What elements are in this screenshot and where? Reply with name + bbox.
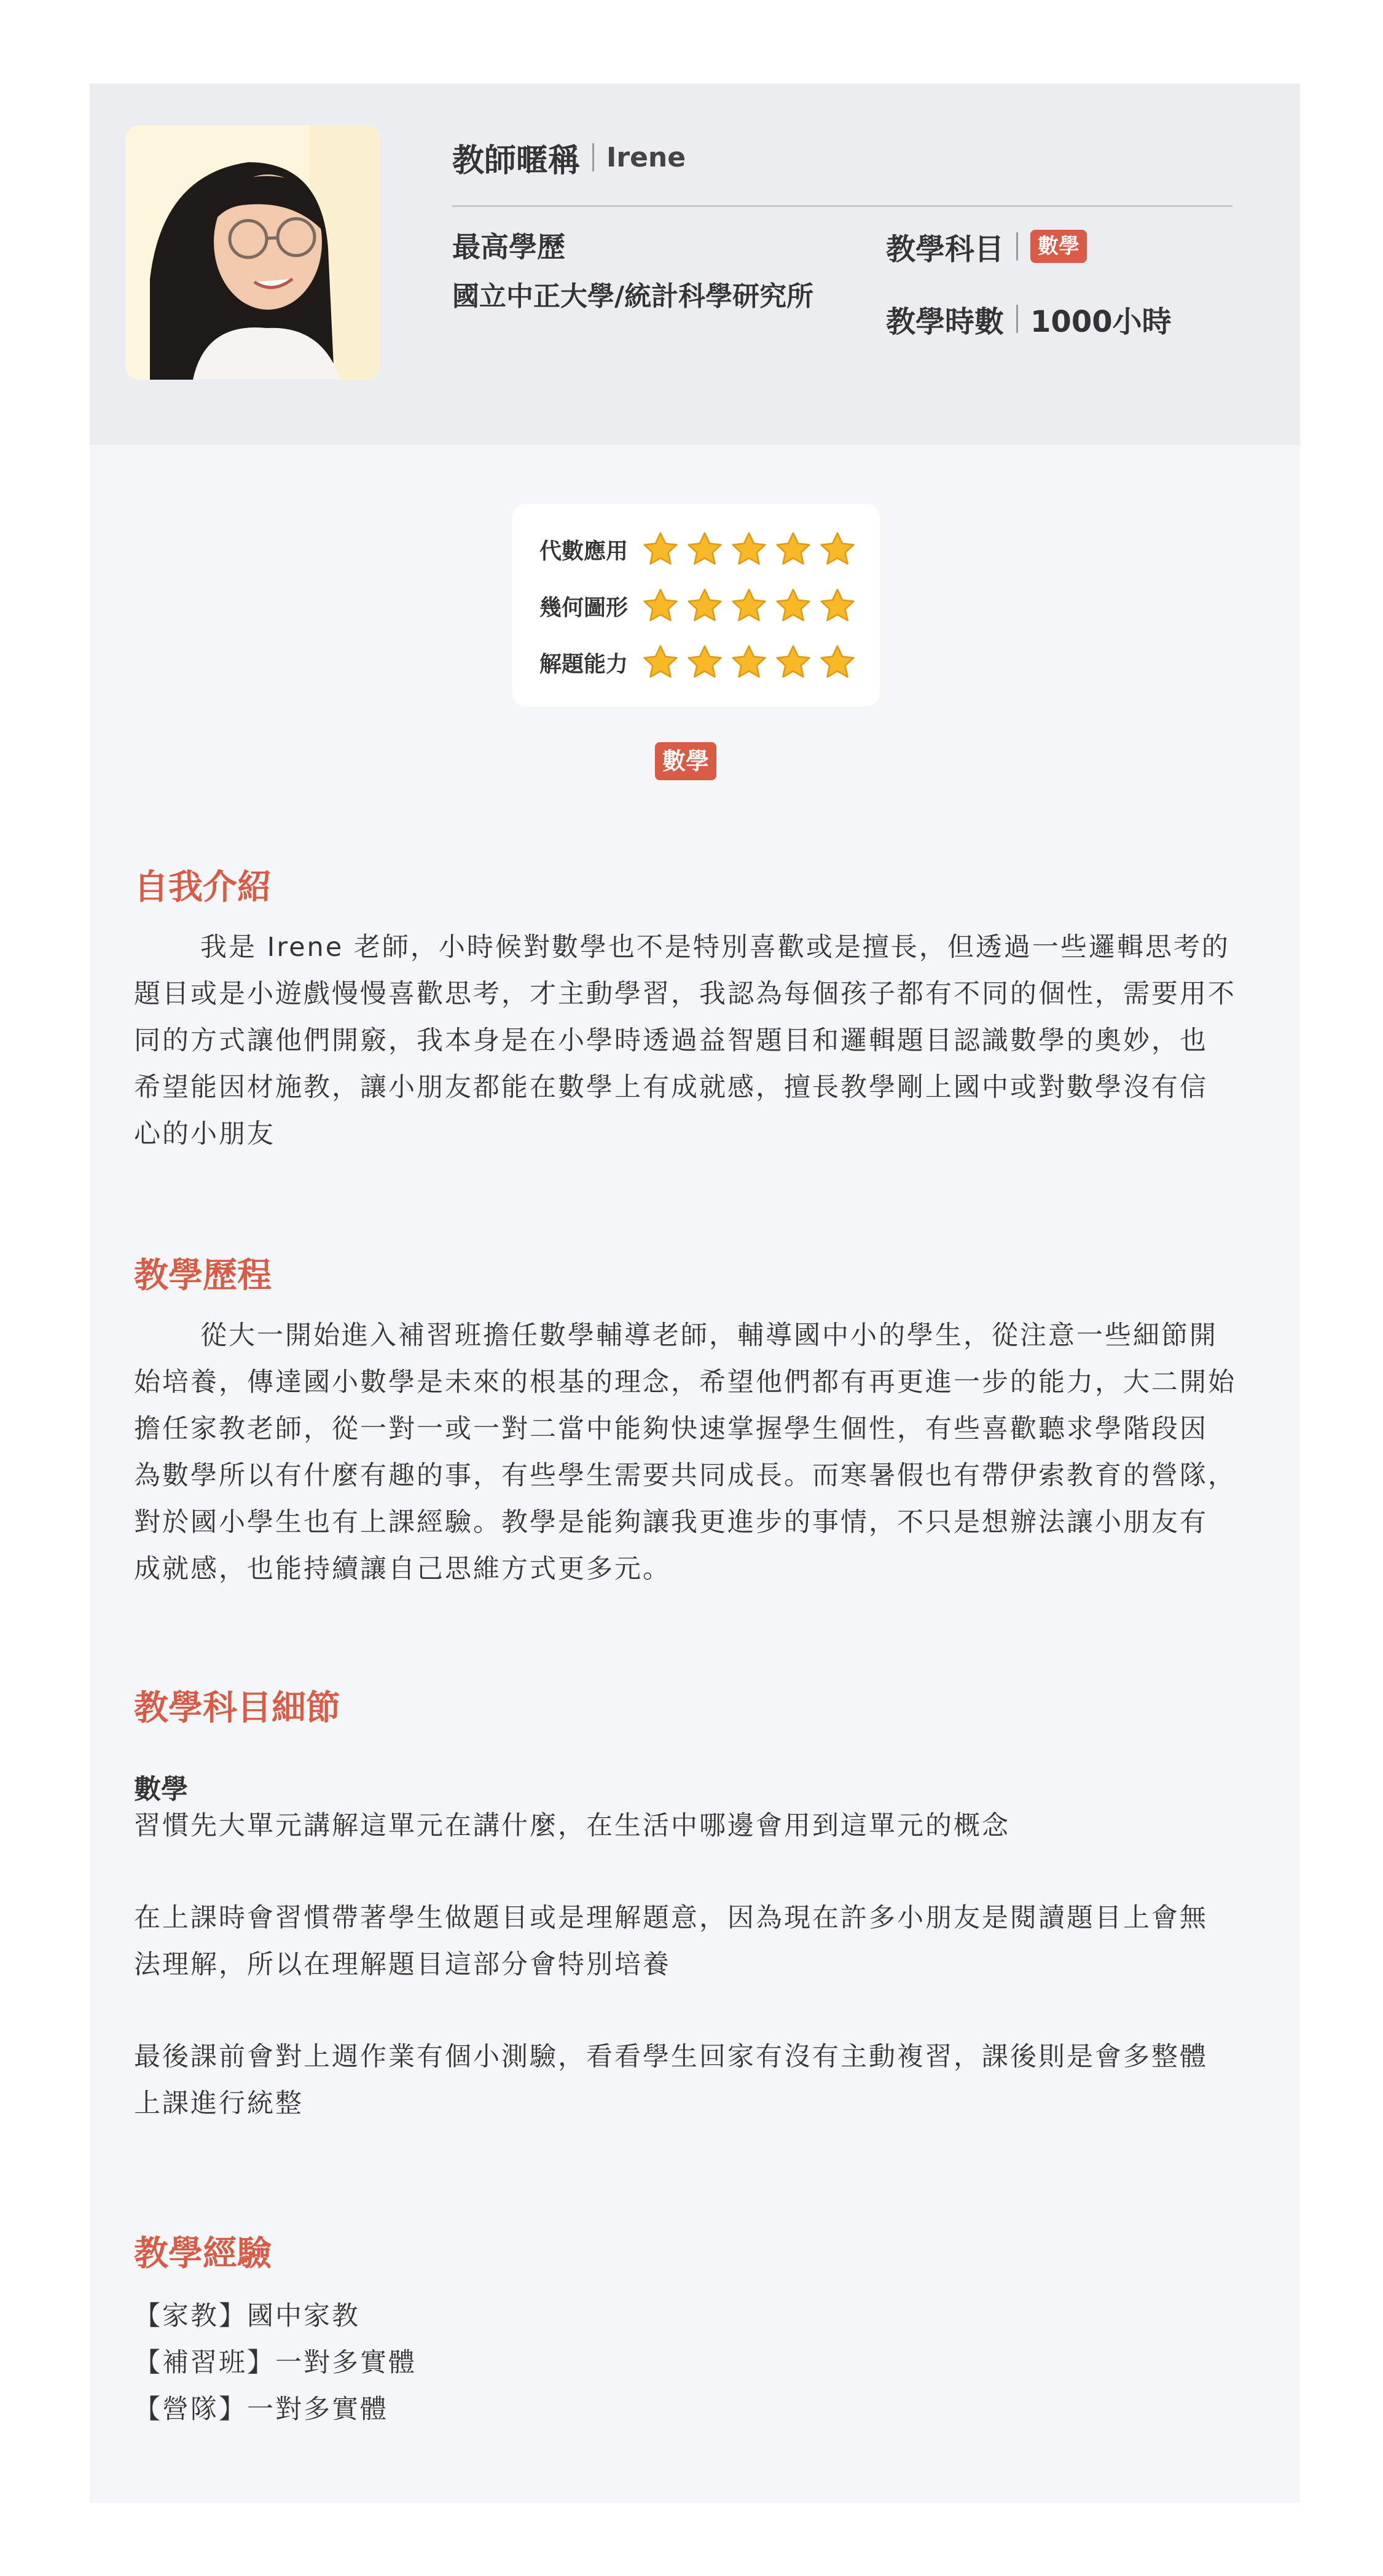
experience-title: 教學經驗 [134,2234,272,2274]
profile-header [90,84,1300,445]
star-rating [641,587,856,625]
star-icon [686,587,724,625]
teacher-avatar [125,125,380,380]
star-rating [641,643,856,681]
star-icon [686,643,724,681]
header-divider [452,205,1232,207]
details-line: 習慣先大單元講解這單元在講什麼，在生活中哪邊會用到這單元的概念 [134,1811,1010,1841]
star-icon [774,587,812,625]
history-line: 成就感，也能持續讓自己思維方式更多元。 [134,1554,671,1584]
teacher-nickname: Irene [606,141,686,173]
separator [1016,305,1018,333]
rating-label: 解題能力 [539,651,629,677]
subject-badge: 數學 [655,742,716,780]
experience-item: 【家教】國中家教 [134,2301,360,2331]
details-line: 最後課前會對上週作業有個小測驗，看看學生回家有沒有主動複習，課後則是會多整體 [134,2042,1208,2072]
star-icon [641,643,680,681]
history-title: 教學歷程 [134,1256,272,1296]
star-icon [818,587,856,625]
history-line: 始培養，傳達國小數學是未來的根基的理念，希望他們都有再更進一步的能力，大二開始 [134,1367,1236,1398]
teacher-profile-card [90,84,1300,2503]
subject-tag: 數學 [1030,230,1087,263]
rating-label: 幾何圖形 [539,595,629,621]
intro-line: 我是 Irene 老師，小時候對數學也不是特別喜歡或是擅長，但透過一些邏輯思考的 [200,932,1230,963]
history-line: 對於國小學生也有上課經驗。教學是能夠讓我更進步的事情，不只是想辦法讓小朋友有 [134,1507,1208,1538]
rating-row [539,638,856,687]
details-paragraph-3 [134,2034,1258,2127]
details-line: 在上課時會習慣帶著學生做題目或是理解題意，因為現在許多小朋友是閱讀題目上會無 [134,1903,1208,1933]
star-icon [641,587,680,625]
star-icon [686,530,724,568]
star-rating [641,530,856,568]
teaching-subject-label: 教學科目 [886,232,1005,267]
education-label: 最高學歷 [452,230,565,264]
history-line: 從大一開始進入補習班擔任數學輔導老師，輔導國中小的學生，從注意一些細節開 [200,1320,1218,1351]
intro-line: 希望能因材施教，讓小朋友都能在數學上有成就感，擅長教學剛上國中或對數學沒有信 [134,1072,1208,1103]
separator [592,143,594,171]
teaching-hours-label: 教學時數 [886,304,1005,339]
star-icon [774,530,812,568]
details-line: 法理解，所以在理解題目這部分會特別培養 [134,1949,671,1980]
history-text [134,1312,1258,1592]
experience-item: 【補習班】一對多實體 [134,2347,417,2378]
subject-badge-wrap [655,742,716,780]
teaching-hours-row [886,297,1172,340]
rating-label: 代數應用 [539,538,629,564]
rating-row [539,525,856,574]
teaching-hours-value: 1000小時 [1030,304,1172,339]
teaching-subject-row [886,225,1087,268]
intro-line: 同的方式讓他們開竅，我本身是在小學時透過益智題目和邏輯題目認識數學的奧妙，也 [134,1025,1208,1056]
star-icon [818,643,856,681]
intro-title: 自我介紹 [134,867,272,907]
star-icon [730,643,768,681]
teacher-name-row [452,133,686,182]
details-subject: 數學 [134,1774,188,1805]
history-line: 為數學所以有什麼有趣的事，有些學生需要共同成長。而寒暑假也有帶伊索教育的營隊， [134,1460,1236,1491]
intro-line: 題目或是小遊戲慢慢喜歡思考，才主動學習，我認為每個孩子都有不同的個性，需要用不 [134,979,1236,1009]
star-icon [818,530,856,568]
star-icon [641,530,680,568]
name-label: 教師暱稱 [452,142,581,179]
skill-ratings [512,504,880,707]
star-icon [730,530,768,568]
star-icon [730,587,768,625]
intro-text [134,924,1258,1157]
details-title: 教學科目細節 [134,1688,340,1728]
star-icon [774,643,812,681]
details-paragraph-2 [134,1895,1258,1988]
details-line: 上課進行統整 [134,2088,304,2119]
history-line: 擔任家教老師，從一對一或一對二當中能夠快速掌握學生個性，有些喜歡聽求學階段因 [134,1414,1208,1444]
details-paragraph-1 [134,1803,1258,1849]
separator [1016,232,1018,260]
intro-line: 心的小朋友 [134,1119,275,1149]
experience-item: 【營隊】一對多實體 [134,2394,388,2425]
rating-row [539,581,856,630]
education-value: 國立中正大學/統計科學研究所 [452,281,814,312]
